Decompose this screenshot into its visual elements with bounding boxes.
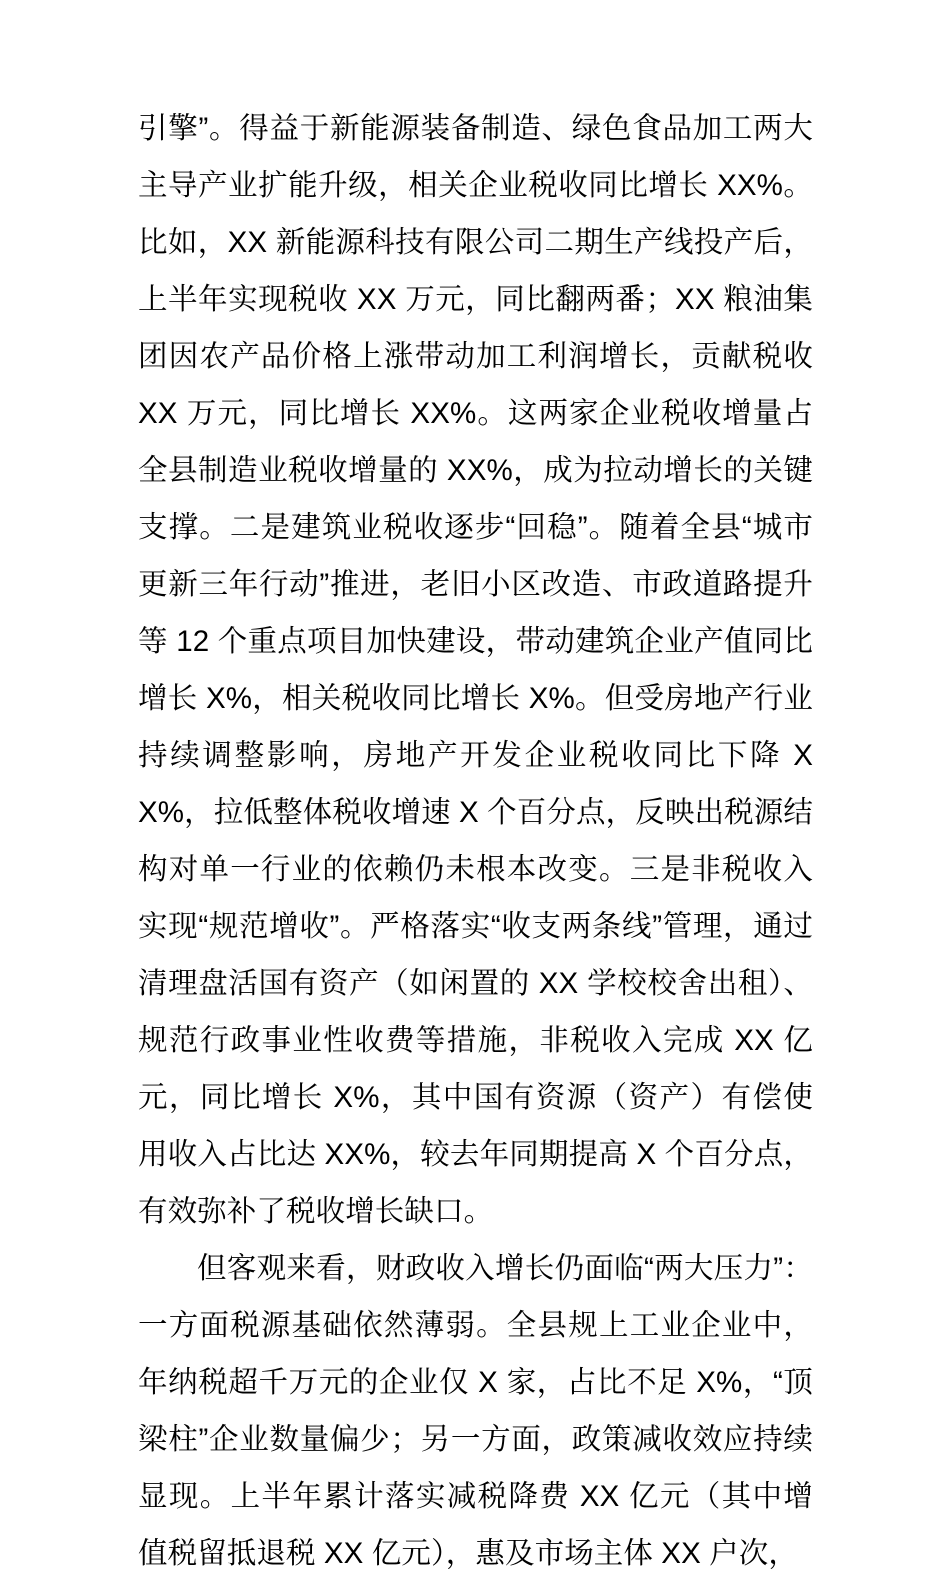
- document-text-column: [138, 100, 813, 1582]
- body-paragraph-1: 引擎”。得益于新能源装备制造、绿色食品加工两大主导产业扩能升级，相关企业税收同比增长 XX%。比如，XX 新能源科技有限公司二期生产线投产后，上半年实现税收 XX 万元，同比翻两番；XX 粮油集团因农产品价格上涨带动加工利润增长，贡献税收 XX 万元，同比增长 XX%。这两家企业税收增量占全县制造业税收增量的 XX%，成为拉动增长的关键支撑。二是建筑业税收逐步“回稳”。随着全县“城市更新三年行动”推进，老旧小区改造、市政道路提升等 12 个重点项目加快建设，带动建筑企业产值同比增长 X%，相关税收同比增长 X%。但受房地产行业持续调整影响，房地产开发企业税收同比下降 XX%，拉低整体税收增速 X 个百分点，反映出税源结构对单一行业的依赖仍未根本改变。三是非税收入实现“规范增收”。严格落实“收支两条线”管理，通过清理盘活国有资产（如闲置的 XX 学校校舍出租）、规范行政事业性收费等措施，非税收入完成 XX 亿元，同比增长 X%，其中国有资源（资产）有偿使用收入占比达 XX%，较去年同期提高 X 个百分点，有效弥补了税收增长缺口。: [138, 112, 813, 1228]
- body-paragraph-2: 但客观来看，财政收入增长仍面临“两大压力”：一方面税源基础依然薄弱。全县规上工业企业中，年纳税超千万元的企业仅 X 家，占比不足 X%，“顶梁柱”企业数量偏少；另一方面，政策减收效应持续显现。上半年累计落实减税降费 XX 亿元（其中增值税留抵退税 XX 亿元），惠及市场主体 XX 户次，: [138, 1252, 813, 1570]
